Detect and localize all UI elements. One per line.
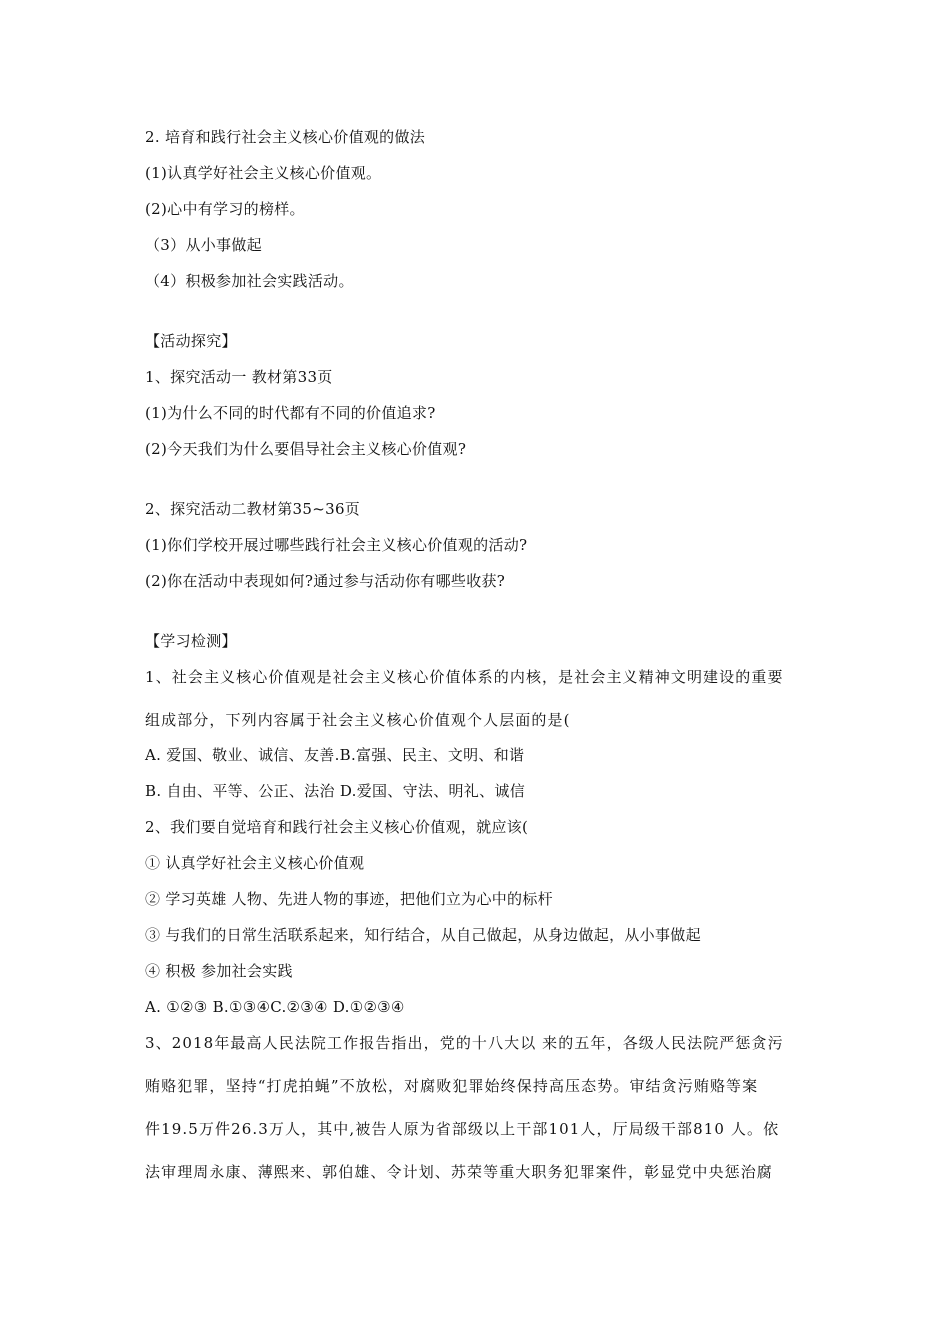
activity-1-question-2: (2)今天我们为什么要倡导社会主义核心价值观?: [145, 440, 467, 458]
test-q2-statement-3: ③ 与我们的日常生活联系起来，知行结合，从自己做起，从身边做起，从小事做起: [145, 926, 701, 944]
test-heading: 【学习检测】: [145, 632, 237, 650]
test-q2-stem: 2、我们要自觉培育和践行社会主义核心价值观，就应该(: [145, 818, 529, 836]
test-q2-statement-2: ② 学习英雄 人物、先进人物的事迹，把他们立为心中的标杆: [145, 890, 553, 908]
practice-item-1: (1)认真学好社会主义核心价值观。: [145, 164, 382, 182]
practice-item-3: （3）从小事做起: [145, 236, 262, 254]
test-q3-line-2: 贿赂犯罪，坚持“打虎拍蝇”不放松，对腐败犯罪始终保持高压态势。审结贪污贿赂等案: [145, 1077, 759, 1095]
activity-2-title: 2、探究活动二教材第35~36页: [145, 500, 361, 518]
practice-heading: 2. 培育和践行社会主义核心价值观的做法: [145, 128, 426, 146]
test-q3-line-3: 件19.5万件26.3万人，其中,被告人原为省部级以上干部101人，厅局级干部810 人。依: [145, 1120, 780, 1138]
test-q1-stem-line-2: 组成部分，下列内容属于社会主义核心价值观个人层面的是(: [145, 711, 571, 729]
activity-1-title: 1、探究活动一 教材第33页: [145, 368, 333, 386]
activity-2-question-1: (1)你们学校开展过哪些践行社会主义核心价值观的活动?: [145, 536, 528, 554]
activity-heading: 【活动探究】: [145, 332, 237, 350]
practice-item-4: （4）积极参加社会实践活动。: [145, 272, 354, 290]
test-q2-statement-4: ④ 积极 参加社会实践: [145, 962, 293, 980]
practice-item-2: (2)心中有学习的榜样。: [145, 200, 305, 218]
activity-2-question-2: (2)你在活动中表现如何?通过参与活动你有哪些收获?: [145, 572, 506, 590]
test-q1-stem-line-1: 1、社会主义核心价值观是社会主义核心价值体系的内核，是社会主义精神文明建设的重要: [145, 668, 784, 686]
test-q1-options-line-2: B. 自由、平等、公正、法治 D.爱国、守法、明礼、诚信: [145, 782, 525, 800]
test-q3-line-4: 法审理周永康、薄熙来、郭伯雄、令计划、苏荣等重大职务犯罪案件，彰显党中央惩治腐: [145, 1163, 773, 1181]
test-q2-options: A. ①②③ B.①③④C.②③④ D.①②③④: [145, 998, 405, 1016]
test-q2-statement-1: ① 认真学好社会主义核心价值观: [145, 854, 365, 872]
activity-1-question-1: (1)为什么不同的时代都有不同的价值追求?: [145, 404, 436, 422]
test-q3-line-1: 3、2018年最高人民法院工作报告指出，党的十八大以 来的五年，各级人民法院严惩贪污: [145, 1034, 784, 1052]
test-q1-options-line-1: A. 爱国、敬业、诚信、友善.B.富强、民主、文明、和谐: [145, 746, 525, 764]
